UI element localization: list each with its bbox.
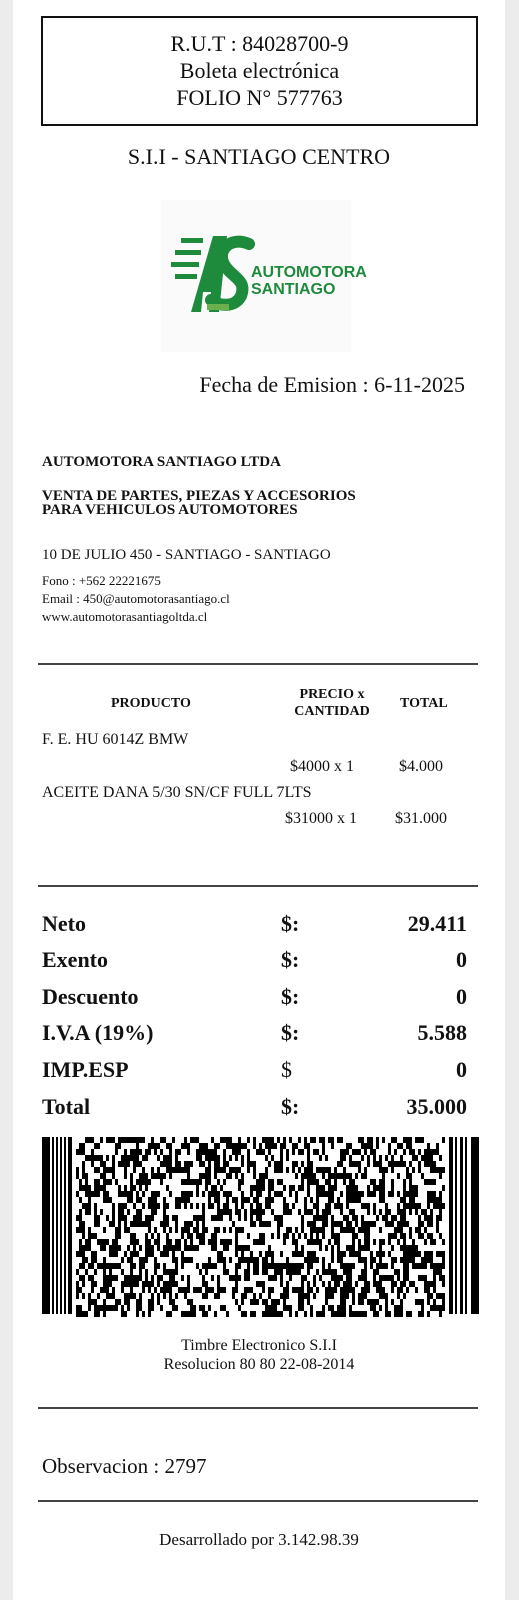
column-header-price-qty [285,686,379,720]
developer-credit: Desarrollado por 3.142.98.39 [159,1530,359,1549]
divider [38,1407,478,1409]
currency-symbol: $: [281,947,300,972]
rut-text: R.U.T : 84028700-9 [170,31,349,56]
timbre-line1: Timbre Electronico S.I.I [181,1337,337,1354]
line-item-price-qty: $4000 x 1 [290,758,354,775]
line-item-price-qty: $31000 x 1 [285,810,357,827]
issuer-activity [42,489,482,517]
receipt-paper [13,0,505,1600]
price-header-line2: CANTIDAD [294,704,370,719]
total-label-neto: Neto [42,911,86,936]
folio-number: FOLIO N° 577763 [176,85,343,110]
total-value-neto: 29.411 [407,911,467,936]
total-value-total: 35.000 [406,1094,467,1119]
total-label-total: Total [42,1094,91,1119]
electronic-stamp-caption [13,1336,505,1374]
divider [38,1500,478,1502]
total-label-descuento: Descuento [42,984,139,1009]
issuer-email: Email : 450@automotorasantiago.cl [42,591,230,606]
timbre-line2: Resolucion 80 80 22-08-2014 [163,1356,355,1373]
logo-line1: AUTOMOTORA [251,264,367,281]
divider [38,885,478,887]
document-type: Boleta electrónica [179,58,340,83]
total-value-iva: 5.588 [417,1020,467,1045]
line-item-name: ACEITE DANA 5/30 SN/CF FULL 7LTS [42,784,312,801]
pdf417-barcode [42,1137,479,1314]
company-logo [161,200,367,352]
price-header-line1: PRECIO x [299,687,365,702]
activity-line-2: PARA VEHICULOS AUTOMOTORES [42,502,298,518]
issuer-address: 10 DE JULIO 450 - SANTIAGO - SANTIAGO [42,547,331,563]
line-item-total: $4.000 [399,758,443,775]
currency-symbol: $: [281,1020,300,1045]
total-label-imp-esp: IMP.ESP [42,1057,129,1082]
emission-date: Fecha de Emision : 6-11-2025 [199,372,465,397]
total-value-exento: 0 [456,947,467,972]
issuer-name: AUTOMOTORA SANTIAGO LTDA [42,454,281,470]
total-label-iva: I.V.A (19%) [42,1020,154,1045]
line-item-total: $31.000 [395,810,447,827]
sii-office: S.I.I - SANTIAGO CENTRO [127,144,391,169]
issuer-phone: Fono : +562 22221675 [42,573,161,588]
currency-symbol: $: [281,984,300,1009]
currency-symbol: $ [281,1057,292,1082]
tax-header-box [41,16,478,126]
issuer-contact [42,572,230,626]
activity-line-1: VENTA DE PARTES, PIEZAS Y ACCESORIOS [42,488,356,504]
total-label-exento: Exento [42,947,108,972]
column-header-total: TOTAL [400,696,448,711]
line-item-name: F. E. HU 6014Z BMW [42,731,189,748]
divider [38,663,478,665]
logo-line2: SANTIAGO [251,281,336,298]
column-header-product: PRODUCTO [111,696,191,711]
currency-symbol: $: [281,1094,300,1119]
issuer-website: www.automotorasantiagoltda.cl [42,609,208,624]
observation: Observacion : 2797 [42,1454,207,1478]
currency-symbol: $: [281,911,300,936]
total-value-imp-esp: 0 [456,1057,467,1082]
total-value-descuento: 0 [456,984,467,1009]
